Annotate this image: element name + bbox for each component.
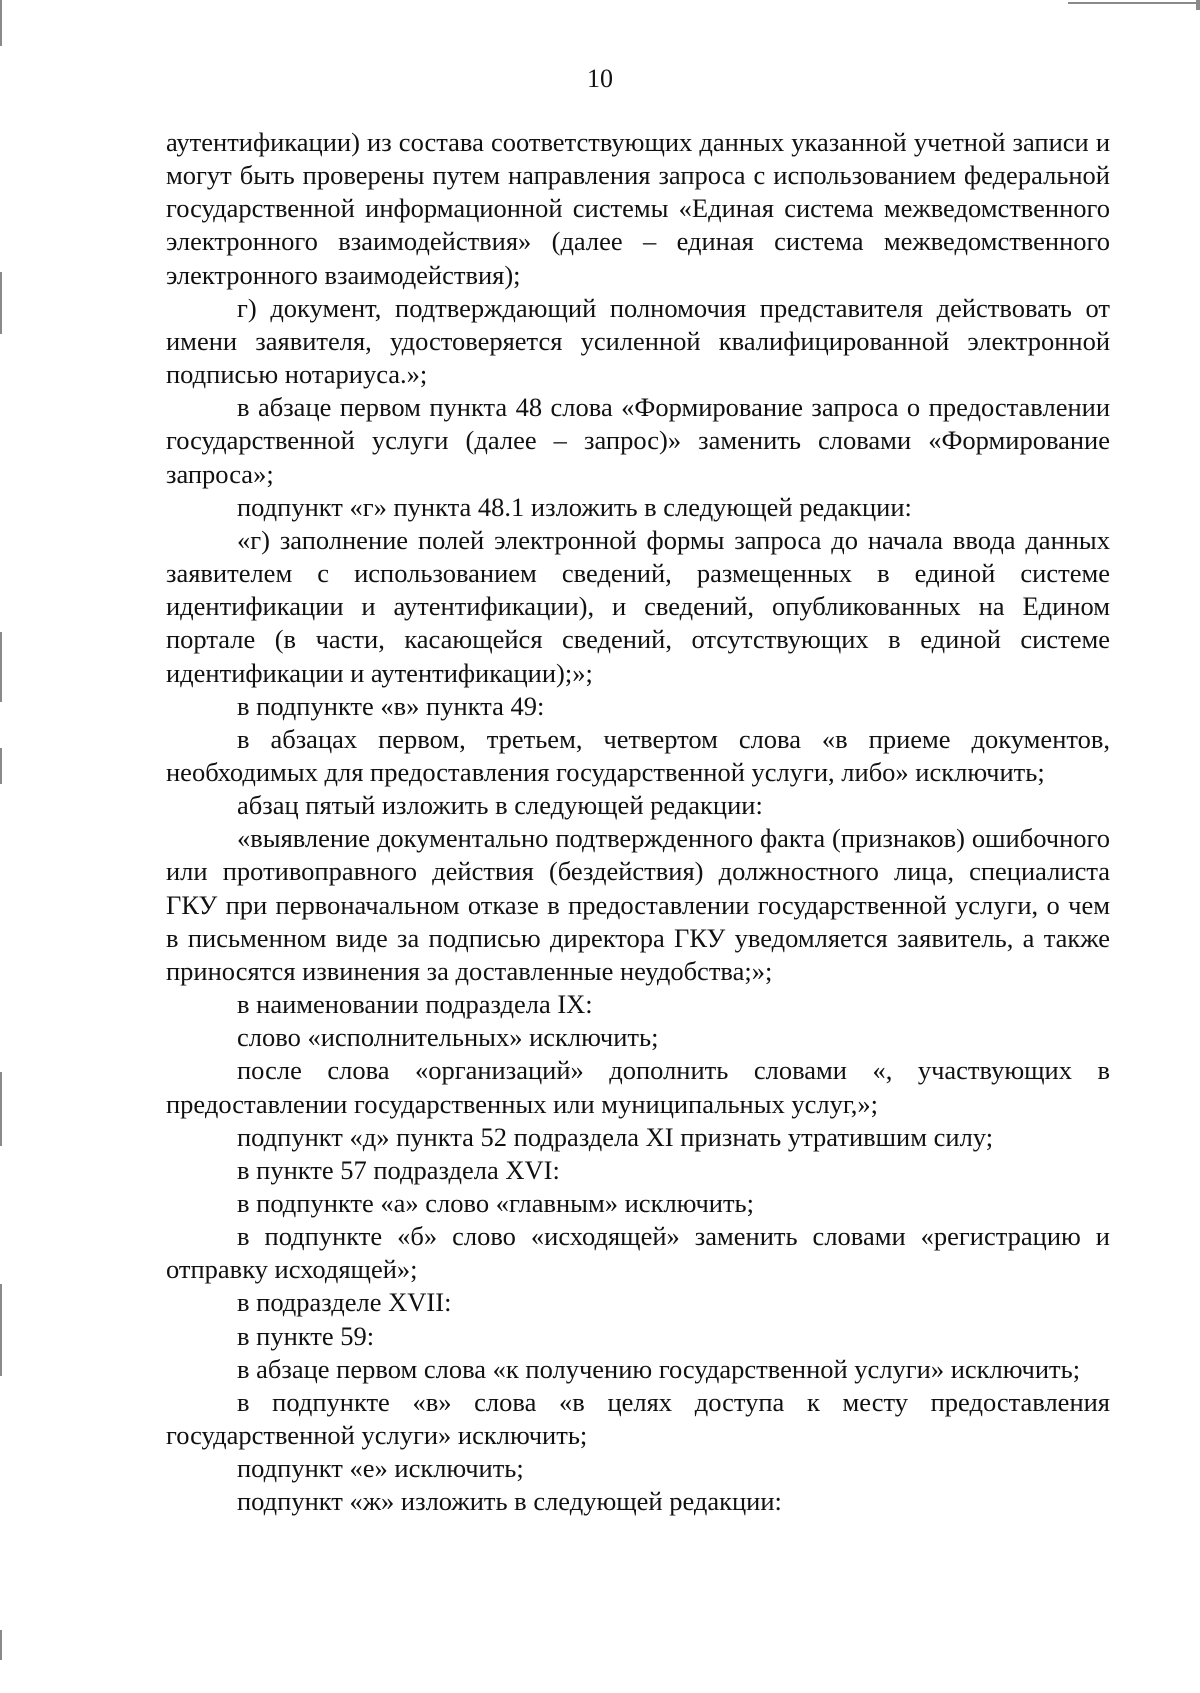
scan-edge-mark: [0, 1284, 2, 1376]
scan-edge-mark: [0, 272, 2, 334]
paragraph: в наименовании подраздела IX:: [237, 989, 593, 1020]
scan-edge-mark: [0, 632, 2, 702]
paragraph: в абзаце первом слова «к получению государственной услуги» исключить;: [237, 1353, 1081, 1384]
paragraph: абзац пятый изложить в следующей редакции:: [237, 790, 763, 821]
paragraph: в подпункте «б» слово «исходящей» заменить словами «регистрацию и отправку исходящей»;: [166, 1221, 1110, 1285]
paragraph: подпункт «е» исключить;: [237, 1453, 524, 1484]
paragraph: в подпункте «в» слова «в целях доступа к месту предоставления государственной услуги» исключить;: [166, 1386, 1110, 1451]
paragraph: «г) заполнение полей электронной формы запроса до начала ввода данных заявителем с использованием сведений, размещенных в единой системе идентификации и аутентификации), и сведений, опубликованных на Едином портале (в части, касающейся сведений, отсутствующих в единой системе идентификации и аутентификации);»;: [166, 524, 1110, 688]
scan-edge-mark: [1068, 2, 1198, 4]
paragraph: слово «исполнительных» исключить;: [237, 1022, 659, 1053]
paragraph: аутентификации) из состава соответствующих данных указанной учетной записи и могут быть проверены путем направления запроса с использованием федеральной государственной информационной системы «Единая система межведомственного электронного взаимодействия» (далее – единая система межведомственного электронного взаимодействия);: [166, 127, 1110, 290]
scan-edge-mark: [0, 1072, 2, 1146]
paragraph: «выявление документально подтвержденного факта (признаков) ошибочного или противоправного действия (бездействия) должностного лица, специалиста ГКУ при первоначальном отказе в предоставлении государственной услуги, о чем в письменном виде за подписью директора ГКУ уведомляется заявитель, а также приносятся извинения за доставленные неудобства;»;: [166, 823, 1110, 986]
paragraph: в подпункте «а» слово «главным» исключить;: [237, 1188, 754, 1218]
scan-edge-mark: [0, 748, 2, 784]
paragraph: в абзацах первом, третьем, четвертом слова «в приеме документов, необходимых для предоставления государственной услуги, либо» исключить;: [166, 723, 1110, 787]
scan-edge-mark: [0, 1630, 2, 1660]
paragraph: в пункте 59:: [237, 1320, 375, 1351]
paragraph: г) документ, подтверждающий полномочия представителя действовать от имени заявителя, удостоверяется усиленной квалифицированной электронной подписью нотариуса.»;: [166, 292, 1110, 390]
paragraph: подпункт «г» пункта 48.1 изложить в следующей редакции:: [237, 491, 912, 522]
paragraph: в подпункте «в» пункта 49:: [237, 690, 545, 721]
paragraph: в пункте 57 подраздела XVI:: [237, 1154, 560, 1185]
paragraph: в абзаце первом пункта 48 слова «Формирование запроса о предоставлении государственной услуги (далее – запрос)» заменить словами «Формирование запроса»;: [166, 392, 1110, 489]
scan-edge-mark: [1196, 0, 1200, 10]
scan-edge-mark: [0, 0, 2, 46]
paragraph: после слова «организаций» дополнить словами «, участвующих в предоставлении государственных или муниципальных услуг,»;: [166, 1055, 1110, 1119]
paragraph: подпункт «ж» изложить в следующей редакции:: [237, 1486, 782, 1517]
document-body: [166, 126, 1110, 1519]
paragraph: подпункт «д» пункта 52 подраздела XI признать утратившим силу;: [237, 1121, 994, 1152]
page-number: 10: [587, 64, 613, 93]
paragraph: в подразделе XVII:: [237, 1287, 452, 1318]
